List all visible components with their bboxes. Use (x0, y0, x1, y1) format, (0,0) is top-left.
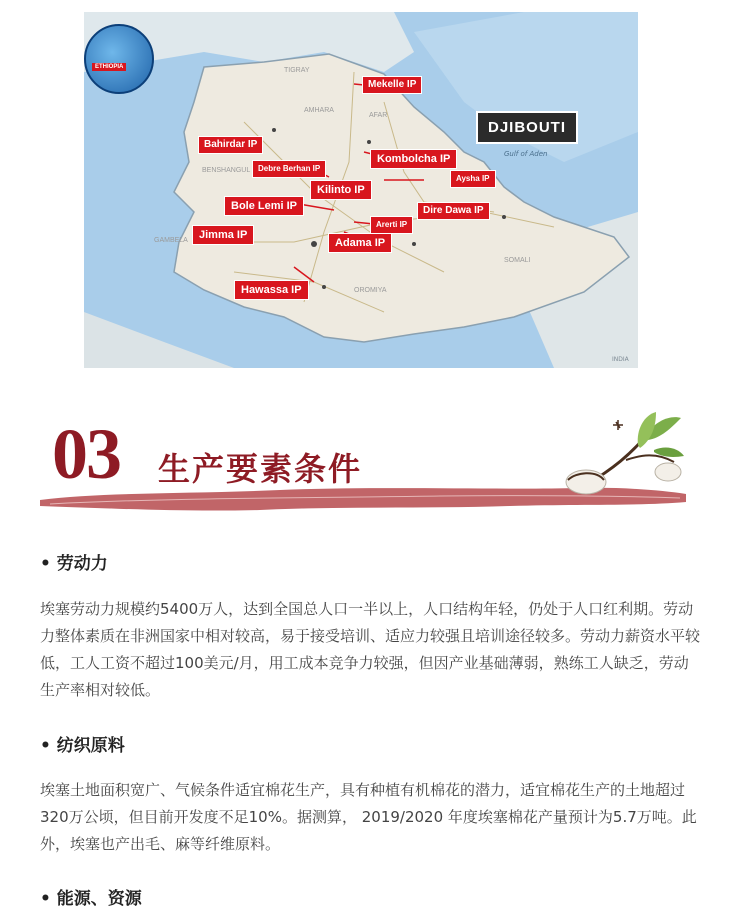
djibouti-label: DJIBOUTI (476, 111, 578, 144)
ip-label-hawassa: Hawassa IP (234, 280, 309, 300)
labor-heading: • 劳动力 (40, 554, 108, 574)
svg-text:GAMBELA: GAMBELA (154, 237, 188, 244)
labor-paragraph: 埃塞劳动力规模约5400万人，达到全国总人口一半以上，人口结构年轻，仍处于人口红利期。劳动力整体素质在非洲国家中相对较高，易于接受培训、适应力较强且培训途径较多。劳动力薪资水平较低，工人工资不超过100美元/月，用工成本竞争力较强，但因产业基础薄弱，熟练工人缺乏，劳动生产率相对较低。 (40, 600, 701, 699)
ip-label-aysha: Aysha IP (450, 170, 496, 188)
ip-label-debre-berhan: Debre Berhan IP (252, 160, 326, 178)
gulf-label: Gulf of Aden (504, 150, 548, 158)
ip-label-arerti: Arerti IP (370, 216, 413, 234)
ethiopia-industrial-parks-map (84, 12, 638, 368)
section-number: 03 (52, 414, 120, 494)
svg-text:BENSHANGUL: BENSHANGUL (202, 167, 251, 174)
ip-label-kombolcha: Kombolcha IP (370, 149, 457, 169)
svg-text:AFAR: AFAR (369, 112, 388, 119)
svg-text:TIGRAY: TIGRAY (284, 67, 310, 74)
svg-text:AMHARA: AMHARA (304, 107, 334, 114)
section-title: 生产要素条件 (158, 450, 363, 488)
textile-heading: • 纺织原料 (40, 736, 125, 756)
ip-label-jimma: Jimma IP (192, 225, 254, 245)
country-label: ETHIOPIA (92, 63, 126, 71)
textile-paragraph: 埃塞土地面积宽广、气候条件适宜棉花生产，具有种植有机棉花的潜力，适宜棉花生产的土地超过320万公顷，但目前开发度不足10%。据测算， 2019/2020 年度埃塞棉花产量预计为5.7万吨。此外，埃塞也产出毛、麻等纤维原料。 (40, 781, 697, 853)
svg-text:OROMIYA: OROMIYA (354, 287, 387, 294)
cotton-plant-illustration (556, 410, 686, 510)
ip-label-bole-lemi: Bole Lemi IP (224, 196, 304, 216)
corner-label: INDIA (612, 356, 629, 363)
ip-label-dire-dawa: Dire Dawa IP (417, 202, 490, 220)
svg-text:SOMALI: SOMALI (504, 257, 531, 264)
section-header (40, 410, 686, 520)
globe-icon (84, 24, 154, 94)
ip-label-bahirdar: Bahirdar IP (198, 136, 263, 154)
ip-label-adama: Adama IP (328, 233, 392, 253)
ip-label-kilinto: Kilinto IP (310, 180, 372, 200)
energy-heading: • 能源、资源 (40, 889, 142, 909)
ip-label-mekelle: Mekelle IP (362, 76, 422, 94)
